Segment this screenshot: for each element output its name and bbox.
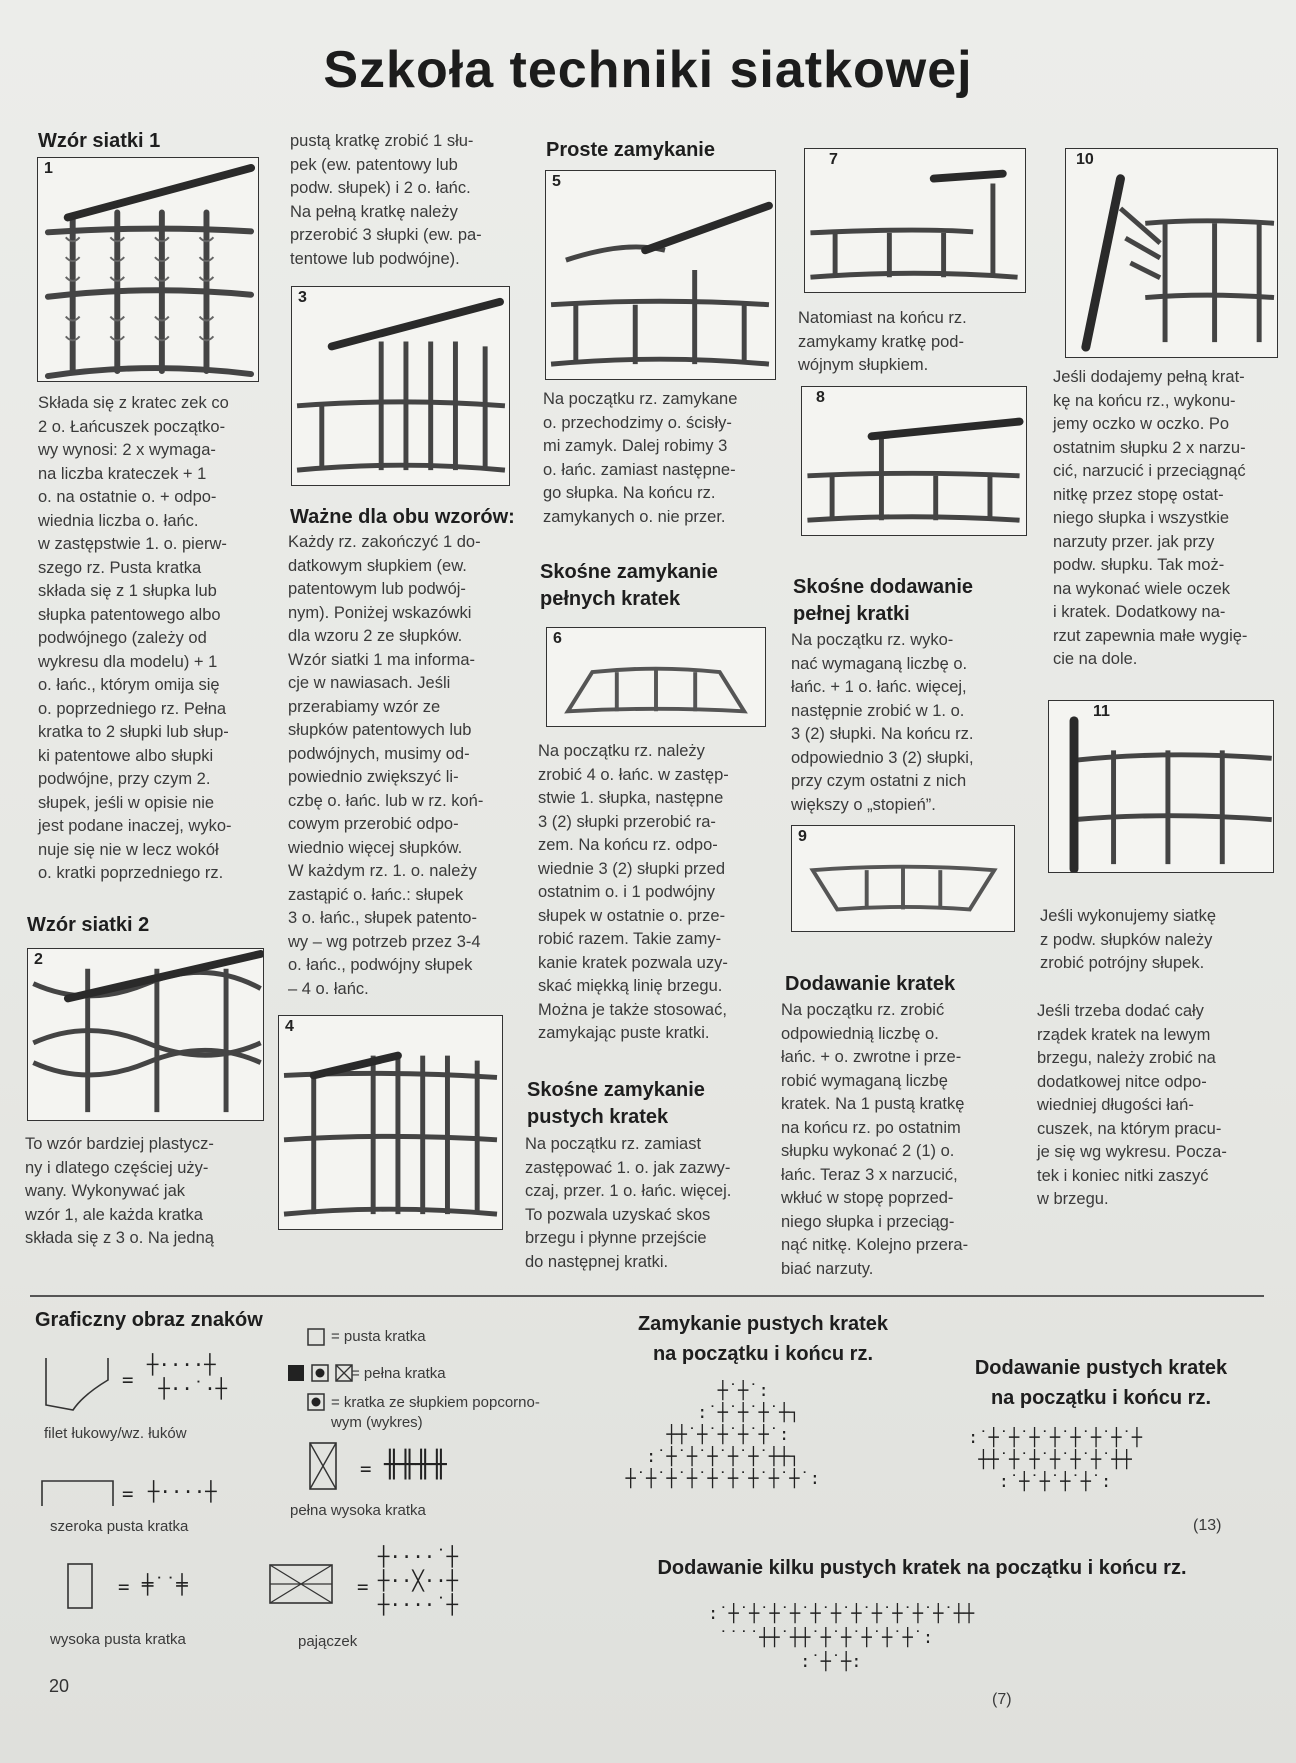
text-line: składa się z 1 słupka lub	[38, 582, 217, 600]
text-line: podwójne, przy czym 2.	[38, 770, 211, 788]
diagram-heading-dodawanie-kilku: Dodawanie kilku pustych kratek na początku i końcu rz.	[657, 1557, 1187, 1579]
heading-proste-zamykanie: Proste zamykanie	[546, 139, 715, 161]
legend-label-pajaczek: pajączek	[298, 1633, 358, 1650]
mesh-illustration	[805, 149, 1025, 292]
text-line: nąć nitkę. Kolejno przera-	[781, 1236, 969, 1254]
mesh-illustration	[38, 158, 258, 381]
section-divider	[30, 1295, 1264, 1297]
legend-label-popcorn-1: = kratka ze słupkiem popcorno-	[331, 1394, 540, 1411]
heading-line: Zamykanie pustych kratek	[637, 1313, 889, 1335]
tall-empty-mesh-notation: ╪˙˙╪	[142, 1574, 188, 1596]
text-line: datkowym słupkiem (ew.	[288, 556, 467, 575]
text-line: wany. Wykonywać jak	[25, 1182, 186, 1200]
heading-skosne-dodawanie	[793, 574, 973, 628]
heading-line: pełnych kratek	[540, 588, 681, 610]
text-line: w brzegu.	[1037, 1190, 1109, 1208]
heading-wazne: Ważne dla obu wzorów:	[290, 506, 515, 528]
text-line: zastępować 1. o. jak zazwy-	[525, 1158, 731, 1177]
figure-5	[545, 170, 776, 380]
text-line: zem. Na końcu rz. odpo-	[538, 836, 718, 854]
text-line: Natomiast na końcu rz.	[798, 309, 967, 327]
heading-line: Skośne zamykanie	[540, 561, 718, 583]
text-line: je się wg wykresu. Pocza-	[1037, 1143, 1227, 1161]
text-line: kanie kratek pozwala uzy-	[538, 953, 728, 972]
text-block-col5-b	[1040, 905, 1285, 976]
filet-arc-notation: ┼····┼ ┼··˙·┼	[147, 1354, 228, 1400]
mesh-illustration	[546, 171, 775, 379]
legend-heading: Graficzny obraz znaków	[35, 1309, 263, 1331]
text-line: Można je także stosować,	[538, 1000, 727, 1019]
text-line: cuszek, na którym pracu-	[1037, 1119, 1222, 1138]
heading-line: Skośne zamykanie	[527, 1079, 705, 1101]
text-line: wy – wg potrzeb przez 3-4	[288, 932, 481, 951]
text-line: Każdy rz. zakończyć 1 do-	[288, 533, 481, 551]
text-line: patentowym lub podwój-	[288, 580, 466, 598]
text-line: 3 o. łańc., słupek patento-	[288, 909, 477, 927]
text-line: słupek w ostatnie o. prze-	[538, 906, 726, 925]
text-line: brzegu i płynne przejście	[525, 1229, 707, 1247]
text-line: cowym przerobić odpo-	[288, 815, 459, 833]
text-line: Jeśli trzeba dodać cały	[1037, 1002, 1204, 1020]
text-line: Na początku rz. zrobić	[781, 1001, 945, 1019]
text-line: do następnej kratki.	[525, 1252, 669, 1271]
heading-wzor-siatki-2: Wzór siatki 2	[27, 914, 150, 936]
text-line: cie na dole.	[1053, 650, 1138, 668]
text-block-col2-b	[288, 531, 518, 1001]
text-line: 2 o. Łańcuszek początko-	[38, 417, 226, 436]
text-line: wiednia liczba o. łańc.	[38, 511, 199, 530]
full-tall-mesh-notation: ╫╫╫╫	[384, 1450, 447, 1480]
heading-skosne-zamykanie-pustych	[527, 1077, 705, 1131]
legend-label-filet: filet łukowy/wz. łuków	[44, 1425, 187, 1442]
heading-skosne-zamykanie-pelnych	[540, 559, 718, 613]
legend-label-pelna: = pełna kratka	[351, 1365, 446, 1382]
text-line: dodatkowej nitce odpo-	[1037, 1072, 1207, 1091]
legend-label-wysoka: wysoka pusta kratka	[50, 1631, 186, 1648]
text-line: czbę o. łańc. lub w rz. koń-	[288, 791, 484, 810]
figure-10	[1065, 148, 1278, 358]
heading-line: pełnej kratki	[793, 603, 910, 625]
text-line: niego słupka i przeciąg-	[781, 1212, 955, 1231]
text-line: łańc. + 1 o. łańc. więcej,	[791, 678, 967, 696]
text-line: nym). Poniżej wskazówki	[288, 603, 472, 622]
text-line: podw. słupek) i 2 o. łańc.	[290, 179, 471, 197]
text-line: – 4 o. łańc.	[288, 979, 369, 998]
text-line: Jeśli wykonujemy siatkę	[1040, 907, 1217, 925]
tall-empty-mesh-symbol	[66, 1562, 94, 1610]
text-line: W każdym rz. 1. o. należy	[288, 862, 477, 880]
text-line: pustą kratkę zrobić 1 słu-	[290, 132, 474, 150]
text-line: Na początku rz. należy	[538, 742, 705, 760]
text-line: jest podane inaczej, wyko-	[38, 817, 232, 835]
figure-number: 9	[798, 828, 807, 845]
text-block-col5-c	[1037, 1000, 1287, 1212]
page-title: Szkoła techniki siatkowej	[323, 41, 973, 99]
text-line: robić wymaganą liczbę	[781, 1071, 948, 1090]
text-line: podwójnych, musimy od-	[288, 744, 470, 763]
empty-mesh-icon	[307, 1328, 325, 1346]
text-line: przy czym ostatni z nich	[791, 772, 967, 790]
text-line: Na pełną kratkę należy	[290, 202, 458, 221]
text-line: odpowiednio 3 (2) słupki,	[791, 748, 974, 767]
text-line: tek i koniec nitki zaszyć	[1037, 1166, 1209, 1185]
text-line: wzór 1, ale każda kratka	[25, 1205, 203, 1224]
text-line: Na początku rz. wyko-	[791, 631, 954, 649]
text-line: cje w nawiasach. Jeśli	[288, 674, 451, 692]
diagram-zamykanie-chart: ┼˙┼˙: :˙┼˙┼˙┼˙┼┐ ┼┼˙┼˙┼˙┼˙┼˙: :˙┼˙┼˙┼˙┼˙┼˙┼┼┐ ┼˙┼˙┼˙┼˙┼˙┼˙┼˙┼˙┼˙:	[625, 1381, 820, 1489]
figure-number: 2	[34, 951, 43, 968]
text-line: mi zamyk. Dalej robimy 3	[543, 437, 728, 455]
text-line: dla wzoru 2 ze słupków.	[288, 627, 463, 645]
wide-empty-mesh-symbol	[40, 1478, 115, 1508]
text-block-col4-b	[791, 629, 1031, 817]
text-line: czaj, przer. 1 o. łańc. więcej.	[525, 1182, 732, 1200]
text-line: robić razem. Takie zamy-	[538, 930, 722, 948]
text-line: tentowe lub podwójne).	[290, 249, 460, 268]
figure-8	[801, 386, 1027, 536]
legend-label-szeroka: szeroka pusta kratka	[50, 1518, 189, 1535]
text-line: stwie 1. słupka, następne	[538, 789, 724, 807]
filet-arc-symbol	[43, 1355, 113, 1415]
mesh-illustration	[28, 949, 263, 1120]
text-line: wiednio więcej słupków.	[288, 838, 463, 857]
text-line: cić, narzucić i przeciągnąć	[1053, 462, 1246, 480]
spider-stitch-symbol	[268, 1563, 334, 1605]
spider-stitch-notation: ┼····˙┼ ┼··╳··┼ ┼····˙┼	[378, 1546, 459, 1616]
text-line: ny i dlatego częściej uży-	[25, 1158, 209, 1177]
text-line: nitkę przez stopę ostat-	[1053, 485, 1224, 504]
text-line: narzuty przer. jak przy	[1053, 532, 1215, 551]
figure-number: 5	[552, 173, 561, 190]
text-line: kę na końcu rz., wykonu-	[1053, 391, 1236, 410]
legend-eq: =	[360, 1458, 372, 1480]
text-line: wy wynosi: 2 x wymaga-	[38, 441, 216, 459]
full-mesh-icons	[287, 1364, 357, 1382]
text-line: ostatnim o. i 1 podwójny	[538, 883, 716, 901]
diagram-dodawanie-chart: :˙┼˙┼˙┼˙┼˙┼˙┼˙┼˙┼ ┼┼˙┼˙┼˙┼˙┼˙┼˙┼┼ :˙┼˙┼˙┼˙┼˙:	[968, 1428, 1142, 1492]
figure-11	[1048, 700, 1274, 873]
heading-wzor-siatki-1: Wzór siatki 1	[38, 130, 161, 152]
text-line: go słupka. Na końcu rz.	[543, 484, 716, 502]
text-line: z podw. słupków należy	[1040, 930, 1213, 949]
text-line: Wzór siatki 1 ma informa-	[288, 650, 476, 669]
text-line: wykresu dla modelu) + 1	[38, 652, 218, 671]
wide-empty-mesh-notation: ┼····┼	[148, 1481, 217, 1503]
text-line: o. łańc., podwójny słupek	[288, 956, 473, 974]
text-line: 3 (2) słupki. Na końcu rz.	[791, 725, 974, 743]
text-line: przerabiamy wzór ze	[288, 697, 441, 716]
text-line: pek (ew. patentowy lub	[290, 155, 458, 174]
text-line: zrobić potrójny słupek.	[1040, 954, 1205, 972]
text-line: podwójnego (zależy od	[38, 629, 207, 647]
text-block-col4-c	[781, 999, 1026, 1281]
heading-line: na początku i końcu rz.	[652, 1343, 874, 1365]
popcorn-mesh-icon	[307, 1393, 325, 1411]
text-line: na wykonać wiele oczek	[1053, 579, 1231, 598]
text-line: o. łańc. zamiast następne-	[543, 460, 736, 479]
text-line: rządek kratek na lewym	[1037, 1025, 1211, 1044]
mesh-illustration	[792, 826, 1014, 931]
legend-eq: =	[118, 1576, 130, 1598]
text-line: łańc. Teraz 3 x narzucić,	[781, 1165, 958, 1184]
text-line: wiedniej długości łań-	[1037, 1096, 1194, 1114]
text-line: szego rz. Pusta kratka	[38, 558, 202, 577]
text-line: powiednio zwiększyć li-	[288, 768, 459, 786]
text-line: jemy oczko w oczko. Po	[1053, 415, 1230, 433]
text-line: 3 (2) słupki przerobić ra-	[538, 812, 716, 831]
text-block-col5-a	[1053, 366, 1288, 672]
legend-eq: =	[122, 1369, 134, 1391]
figure-number: 7	[829, 151, 838, 168]
diagram-heading-zamykanie	[628, 1309, 898, 1369]
text-line: i kratek. Dodatkowy na-	[1053, 603, 1226, 621]
mesh-illustration	[279, 1016, 502, 1229]
text-line: niego słupka i wszystkie	[1053, 509, 1230, 527]
text-block-col1-b	[25, 1133, 265, 1251]
note-13: (13)	[1193, 1517, 1222, 1534]
text-line: Jeśli dodajemy pełną krat-	[1053, 368, 1245, 386]
text-block-col3-b	[538, 740, 778, 1046]
text-line: na liczba krateczek + 1	[38, 464, 207, 483]
heading-line: Skośne dodawanie	[793, 576, 974, 598]
text-line: zamykamy kratkę pod-	[798, 332, 964, 351]
figure-number: 11	[1093, 703, 1110, 720]
figure-3	[291, 286, 510, 486]
text-block-col3-a	[543, 388, 778, 529]
mesh-illustration	[547, 628, 765, 726]
text-line: wójnym słupkiem.	[798, 356, 929, 374]
legend-eq: =	[357, 1576, 369, 1598]
text-line: Na początku rz. zamykane	[543, 390, 738, 408]
text-line: wiednie 3 (2) słupki przed	[538, 859, 726, 878]
figure-2	[27, 948, 264, 1121]
text-line: zrobić 4 o. łańc. w zastęp-	[538, 765, 729, 784]
diagram-dodawanie-kilku-chart: :˙┼˙┼˙┼˙┼˙┼˙┼˙┼˙┼˙┼˙┼˙┼˙┼┼ ˙˙˙˙┼┼˙┼┼˙┼˙┼˙┼˙┼˙┼˙: :˙┼˙┼:	[708, 1604, 975, 1672]
text-line: biać narzuty.	[781, 1259, 874, 1278]
text-line: nać wymaganą liczbę o.	[791, 654, 968, 673]
figure-number: 10	[1076, 151, 1094, 168]
text-line: o. poprzedniego rz. Pełna	[38, 699, 227, 718]
text-line: kratek. Na 1 pustą kratkę	[781, 1095, 965, 1113]
figure-number: 8	[816, 389, 825, 406]
full-tall-mesh-symbol	[308, 1441, 338, 1491]
page-number: 20	[49, 1676, 70, 1696]
figure-number: 1	[44, 160, 53, 177]
mesh-illustration	[1066, 149, 1277, 357]
mesh-illustration	[802, 387, 1026, 535]
text-line: nuje się nie w lecz wokół	[38, 840, 219, 859]
text-block-col3-c	[525, 1133, 765, 1274]
legend-eq: =	[122, 1483, 134, 1505]
text-line: To wzór bardziej plastycz-	[25, 1135, 214, 1153]
text-line: o. przechodzimy o. ścisły-	[543, 413, 732, 432]
legend-label-popcorn-2: wym (wykres)	[331, 1414, 423, 1431]
heading-line: Dodawanie pustych kratek	[974, 1357, 1228, 1379]
text-block-col1-a	[38, 392, 268, 886]
text-line: odpowiednią liczbę o.	[781, 1024, 939, 1043]
text-line: łańc. + o. zwrotne i prze-	[781, 1048, 962, 1066]
text-line: słupka patentowego albo	[38, 605, 221, 624]
text-line: następnie zrobić w 1. o.	[791, 701, 965, 720]
text-line: ostatnim słupku 2 x narzu-	[1053, 438, 1246, 457]
text-block-col4-a	[798, 307, 1033, 378]
text-line: większy o „stopień”.	[791, 795, 936, 814]
text-line: podw. słupku. Tak moż-	[1053, 556, 1225, 574]
text-line: brzegu, należy zrobić na	[1037, 1049, 1216, 1067]
figure-6	[546, 627, 766, 727]
text-line: o. łańc., którym omija się	[38, 676, 220, 694]
mesh-illustration	[1049, 701, 1273, 872]
legend-label-pusta: = pusta kratka	[331, 1328, 426, 1345]
text-line: na końcu rz. po ostatnim	[781, 1118, 961, 1137]
text-line: rzut zapewnia małe wygię-	[1053, 626, 1248, 645]
heading-dodawanie-kratek: Dodawanie kratek	[785, 973, 956, 995]
note-7: (7)	[992, 1691, 1012, 1708]
figure-7	[804, 148, 1026, 293]
text-line: słupków patentowych lub	[288, 721, 472, 739]
heading-line: pustych kratek	[527, 1106, 669, 1128]
figure-1	[37, 157, 259, 382]
legend-label-pelna-wysoka: pełna wysoka kratka	[290, 1502, 426, 1519]
figure-number: 3	[298, 289, 307, 306]
text-line: o. kratki poprzedniego rz.	[38, 864, 224, 882]
text-line: o. na ostatnie o. + odpo-	[38, 488, 217, 506]
text-line: kratka to 2 słupki lub słup-	[38, 723, 229, 741]
figure-9	[791, 825, 1015, 932]
text-line: Na początku rz. zamiast	[525, 1135, 702, 1153]
figure-number: 4	[285, 1018, 294, 1035]
text-line: skać miękką linię brzegu.	[538, 977, 723, 995]
text-line: słupek, jeśli w opisie nie	[38, 793, 215, 812]
text-line: składa się z 3 o. Na jedną	[25, 1229, 214, 1247]
diagram-heading-dodawanie	[966, 1353, 1236, 1413]
figure-number: 6	[553, 630, 562, 647]
figure-4	[278, 1015, 503, 1230]
text-line: zamykanych o. nie przer.	[543, 507, 726, 526]
text-line: To pozwala uzyskać skos	[525, 1205, 711, 1224]
mesh-illustration	[292, 287, 509, 485]
text-line: wkłuć w stopę poprzed-	[781, 1189, 954, 1207]
text-line: zastąpić o. łańc.: słupek	[288, 885, 464, 904]
text-block-col2-a	[290, 130, 515, 271]
text-line: przerobić 3 słupki (ew. pa-	[290, 226, 482, 244]
text-line: słupku wykonać 2 (1) o.	[781, 1142, 955, 1160]
text-line: Składa się z kratec zek co	[38, 394, 229, 412]
text-line: ki patentowe albo słupki	[38, 746, 214, 765]
text-line: w zastępstwie 1. o. pierw-	[38, 535, 227, 553]
heading-line: na początku i końcu rz.	[990, 1387, 1212, 1409]
text-line: zamykając puste kratki.	[538, 1024, 710, 1042]
